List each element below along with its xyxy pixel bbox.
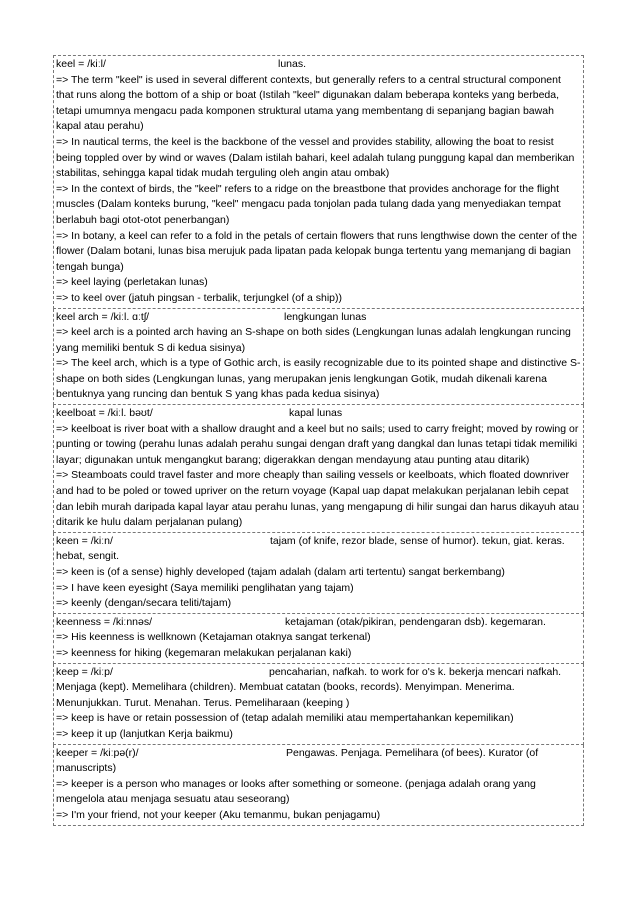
entry-example-line: => I have keen eyesight (Saya memiliki penglihatan yang tajam) [56,581,354,594]
entry-example-line: => keel laying (perletakan lunas) [56,276,208,289]
entry-term: keenness = /kiːnnəs/ [56,615,153,628]
dictionary-entry [53,614,584,664]
dictionary-page [53,55,584,826]
entry-headword-line [56,615,581,631]
entry-example-line: => keelboat is river boat with a shallow draught and a keel but no sails; used to carry freight; moved by rowing or punting or towing (perahu lunas adalah perahu sungai dengan draft yang dangkal dan lunas tetapi tidak memiliki layar; digunakan untuk mengangkut barang; digerakkan dengan mendayung atau punting atau ditarik) [56,422,579,466]
entry-example-line: => In nautical terms, the keel is the backbone of the vessel and provides stability, allowing the boat to resist being toppled over by wind or waves (Dalam istilah bahari, keel adalah tulang punggung kapal dan memberikan stabilitas, sehingga kapal tidak mudah terguling oleh angin atau ombak) [56,135,575,180]
entry-example-line: => keenly (dengan/secara teliti/tajam) [56,597,232,610]
entry-term: keep = /kiːp/ [56,665,113,678]
entry-example-line: => keep is have or retain possession of (tetap adalah memiliki atau mempertahankan kepemilikan) [56,712,514,725]
dictionary-entry [53,309,584,406]
dictionary-entry [53,664,584,745]
entry-example-line: => In botany, a keel can refer to a fold in the petals of certain flowers that runs lengthwise down the center of the flower (Dalam botani, lunas bisa merujuk pada lipatan pada kelopak bunga tertentu yang memanjang di bagian tengah bunga) [56,229,578,273]
entry-term: keeper = /kiːpə(r)/ [56,746,139,759]
entry-example-line: => In the context of birds, the "keel" refers to a ridge on the breastbone that provides anchorage for the flight muscles (Dalam konteks burung, "keel" mengacu pada tonjolan pada tulang dada yang menyediakan tempat berlabuh bagi otot-otot penerbangan) [56,182,561,226]
dictionary-entry [53,533,584,614]
entry-example-line: => to keel over (jatuh pingsan - terbalik, terjungkel (of a ship)) [56,291,342,304]
entry-gloss: ketajaman (otak/pikiran, pendengaran dsb). kegemaran. [285,615,546,628]
entry-example-line: => Steamboats could travel faster and more cheaply than sailing vessels or keelboats, which floated downriver and had to be poled or towed upriver on the return voyage (Kapal uap dapat melakukan perjalanan lebih cepat dan lebih murah daripada kapal layar atau perahu lunas, yang mengapung di hilir sungai dan harus dikayuh atau ditarik ke hulu dalam perjalanan pulang) [56,469,580,529]
entry-term: keen = /kiːn/ [56,534,113,547]
entry-example-line: => The keel arch, which is a type of Gothic arch, is easily recognizable due to its pointed shape and distinctive S-shape on both sides (Lengkungan lunas, yang merupakan jenis lengkungan Gotik, mudah dikenali karena bentuknya yang runcing dan bentuk S yang khas pada kedua sisinya) [56,357,581,401]
dictionary-entry [53,745,584,826]
entry-gloss: kapal lunas [289,407,343,420]
entry-headword-line [56,665,581,712]
entry-example-line: => keep it up (lanjutkan Kerja baikmu) [56,727,233,740]
entry-example-line: => The term "keel" is used in several different contexts, but generally refers to a central structural component that runs along the bottom of a ship or boat (Istilah "keel" digunakan dalam beberapa konteks yang berbeda, tetapi umumnya mengacu pada komponen struktural utama yang membentang di sepanjang bagian bawah kapal atau perahu) [56,73,561,133]
entry-term: keelboat = /kiːl. bəʊt/ [56,407,153,420]
dictionary-entry [53,55,584,309]
entry-gloss: tajam (of knife, rezor blade, sense of humor). tekun, giat. keras. hebat, sengit. [56,534,565,563]
entry-headword-line [56,57,581,73]
entry-example-line: => His keenness is wellknown (Ketajaman otaknya sangat terkenal) [56,631,371,644]
entry-headword-line [56,406,581,422]
entry-gloss: lengkungan lunas [284,310,367,323]
entry-gloss: lunas. [278,58,307,70]
entry-example-line: => keen is (of a sense) highly developed (tajam adalah (dalam arti tertentu) sangat berkembang) [56,566,505,578]
entry-term: keel arch = /kiːl. ɑːtʃ/ [56,310,150,323]
entry-headword-line [56,534,581,565]
entry-gloss: Pengawas. Penjaga. Pemelihara (of bees). Kurator (of manuscripts) [56,746,539,775]
entry-term: keel = /kiːl/ [56,58,106,70]
entry-example-line: => keenness for hiking (kegemaran melakukan perjalanan kaki) [56,646,352,659]
entry-headword-line [56,310,581,326]
entry-headword-line [56,746,581,777]
entry-example-line: => keel arch is a pointed arch having an S-shape on both sides (Lengkungan lunas adalah lengkungan runcing yang memiliki bentuk S di kedua sisinya) [56,326,571,354]
dictionary-entry [53,405,584,533]
entry-example-line: => I'm your friend, not your keeper (Aku temanmu, bukan penjagamu) [56,808,381,821]
entry-gloss: pencaharian, nafkah. to work for o's k. bekerja mencari nafkah. Menjaga (kept). Memelihara (children). Membuat catatan (books, records). Menyimpan. Menerima. Menunjukkan. Turut. Menahan. Terus. Pemeliharaan (keeping ) [56,665,562,709]
entry-example-line: => keeper is a person who manages or looks after something or someone. (penjaga adalah orang yang mengelola atau menjaga sesuatu atau seseorang) [56,777,536,806]
